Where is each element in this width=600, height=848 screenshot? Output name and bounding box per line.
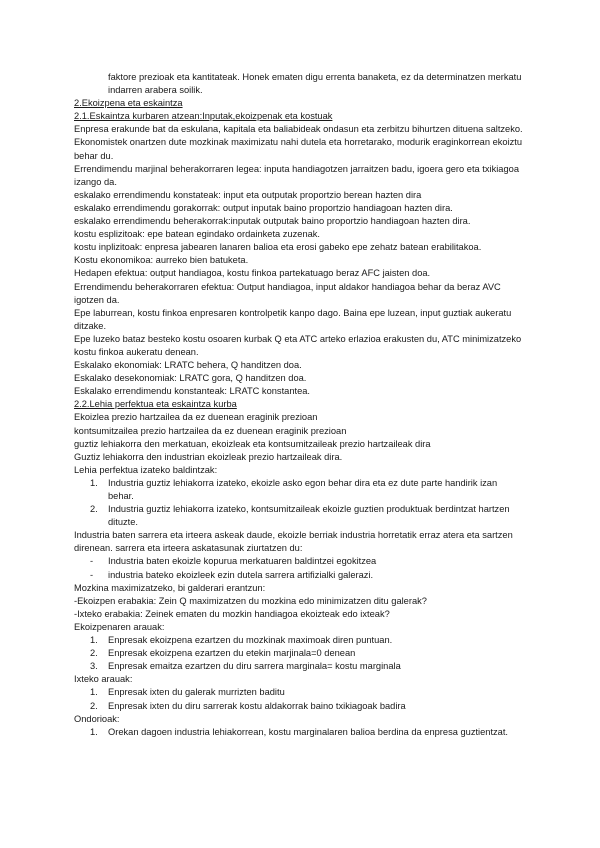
paragraph: Ekoizpenaren arauak: — [74, 621, 165, 632]
paragraph: Errendimendu beherakorraren efektua: Output handiagoa, input aldakor handiagoa behar da beraz AVC igotzen da. — [74, 281, 501, 305]
paragraph: Errendimendu marjinal beherakorraren legea: inputa handiagotzen jarraitzen badu, igoera gero eta txikiagoa izango da. — [74, 163, 519, 187]
list-item-text: Enpresak ekoizpena ezartzen du mozkinak maximoak diren puntuan. — [108, 635, 393, 646]
conditions-list — [74, 477, 524, 529]
paragraph-group-a — [74, 123, 524, 398]
list-marker: 2. — [90, 504, 98, 515]
paragraph: Mozkina maximizatzeko, bi galderari erantzun: — [74, 582, 266, 593]
paragraph-group-b — [74, 411, 524, 476]
paragraph: guztiz lehiakorra den merkatuan, ekoizleak eta kontsumitzaileak prezio hartzaileak dira — [74, 438, 431, 449]
section-heading: 2.Ekoizpena eta eskaintza — [74, 98, 183, 109]
paragraph: kontsumitzailea prezio hartzailea da ez duenean eraginik prezioan — [74, 425, 347, 436]
paragraph: Eskalako ekonomiak: LRATC behera, Q handitzen doa. — [74, 360, 302, 371]
production-rules-list — [74, 634, 524, 673]
paragraph: Ondorioak: — [74, 713, 120, 724]
paragraph: Eskalako errendimendu konstanteak: LRATC konstantea. — [74, 386, 310, 397]
subsection-heading: 2.2.Lehia perfektua eta eskaintza kurba — [74, 399, 237, 410]
closing-rules-list — [74, 686, 524, 712]
paragraph: -Ekoizpen erabakia: Zein Q maximizatzen du mozkina edo minimizatzen ditu galerak? — [74, 595, 427, 606]
list-item-text: Orekan dagoen industria lehiakorrean, kostu marginalaren balioa berdina da enpresa guztientzat. — [108, 726, 509, 737]
paragraph: kostu inplizitoak: enpresa jabearen lanaren balioa eta erosi gabeko epe zehatz batean erabilitakoa. — [74, 242, 482, 253]
paragraph: Ekoizlea prezio hartzailea da ez duenean eraginik prezioan — [74, 412, 318, 423]
paragraph: Eskalako desekonomiak: LRATC gora, Q handitzen doa. — [74, 373, 307, 384]
paragraph: eskalako errendimendu beherakorrak:inputak outputak baino proportzio handiagoan hazten dira. — [74, 216, 471, 227]
continuation-paragraph: faktore prezioak eta kantitateak. Honek ematen digu errenta banaketa, ez da determinatzen merkatu indarren arabera soilik. — [108, 72, 522, 96]
list-item — [74, 647, 524, 660]
list-item — [74, 686, 524, 699]
list-marker: 3. — [90, 661, 98, 672]
list-item — [74, 555, 524, 568]
list-marker: - — [90, 556, 94, 567]
list-marker: - — [90, 569, 94, 580]
list-item — [74, 700, 524, 713]
list-item-text: Industria baten ekoizle kopurua merkatuaren baldintzei egokitzea — [108, 556, 377, 567]
list-item — [74, 726, 524, 739]
list-marker: 1. — [90, 477, 98, 488]
paragraph: Kostu ekonomikoa: aurreko bien batuketa. — [74, 255, 249, 266]
list-marker: 2. — [90, 648, 98, 659]
paragraph: Epe luzeko bataz besteko kostu osoaren kurbak Q eta ATC arteko erlazioa erakusten du, ATC minimizatzeko kostu finkoa aukeratu denean. — [74, 333, 522, 357]
list-item-text: Enpresak ixten du diru sarrerak kostu aldakorrak baino txikiagoak badira — [108, 700, 406, 711]
paragraph: Enpresa erakunde bat da eskulana, kapitala eta baliabideak ondasun eta zerbitzu bihurtzen dituena saltzeko. Ekonomistek onartzen dute mozkinak maximizatu nahi dutela eta horretarako, modurik eraginkorrean ekoiztu behar du. — [74, 124, 523, 161]
paragraph: Ixteko arauak: — [74, 674, 133, 685]
list-item-text: Enpresak ekoizpena ezartzen du etekin marjinala=0 denean — [108, 648, 356, 659]
paragraph: Lehia perfektua izateko baldintzak: — [74, 464, 218, 475]
conclusions-list — [74, 726, 524, 739]
list-item — [74, 634, 524, 647]
paragraph: -Ixteko erabakia: Zeinek ematen du mozkin handiagoa ekoizteak edo ixteak? — [74, 608, 390, 619]
list-marker: 1. — [90, 726, 98, 737]
document-body — [74, 71, 524, 739]
list-item-text: Industria guztiz lehiakorra izateko, ekoizle asko egon behar dira eta ez dute parte handirik izan behar. — [108, 477, 498, 501]
list-marker: 2. — [90, 700, 98, 711]
paragraph: Hedapen efektua: output handiagoa, kostu finkoa partekatuago beraz AFC jaisten doa. — [74, 268, 431, 279]
subsection-heading: 2.1.Eskaintza kurbaren atzean:Inputak,ekoizpenak eta kostuak — [74, 111, 333, 122]
list-item — [74, 569, 524, 582]
list-item-text: industria bateko ekoizleek ezin dutela sarrera artifizialki galerazi. — [108, 569, 374, 580]
paragraph: kostu esplizitoak: epe batean egindako ordainketa zuzenak. — [74, 229, 321, 240]
entry-list — [74, 555, 524, 581]
list-item — [74, 660, 524, 673]
paragraph-group-c — [74, 582, 524, 634]
list-item-text: Industria guztiz lehiakorra izateko, kontsumitzaileak ekoizle guztien produktuak berdintzat hartzen dituzte. — [108, 504, 510, 528]
paragraph: Epe laburrean, kostu finkoa enpresaren kontrolpetik kanpo dago. Baina epe luzean, input guztiak aukeratu ditzake. — [74, 307, 512, 331]
paragraph: Industria baten sarrera eta irteera askeak daude, ekoizle berriak industria horretatik erraz atera eta sartzen direnean. sarrera eta irteera askatasunak ziurtatzen du: — [74, 530, 513, 554]
list-marker: 1. — [90, 687, 98, 698]
list-marker: 1. — [90, 635, 98, 646]
list-item — [74, 503, 524, 529]
paragraph: eskalako errendimendu konstateak: input eta outputak proportzio berean hazten dira — [74, 189, 422, 200]
paragraph: Guztiz lehiakorra den industrian ekoizleak prezio hartzaileak dira. — [74, 451, 343, 462]
list-item-text: Enpresak emaitza ezartzen du diru sarrera marginala= kostu marginala — [108, 661, 401, 672]
paragraph: eskalako errendimendu gorakorrak: output inputak baino proportzio handiagoan hazten dira. — [74, 202, 453, 213]
list-item — [74, 477, 524, 503]
list-item-text: Enpresak ixten du galerak murrizten baditu — [108, 687, 285, 698]
